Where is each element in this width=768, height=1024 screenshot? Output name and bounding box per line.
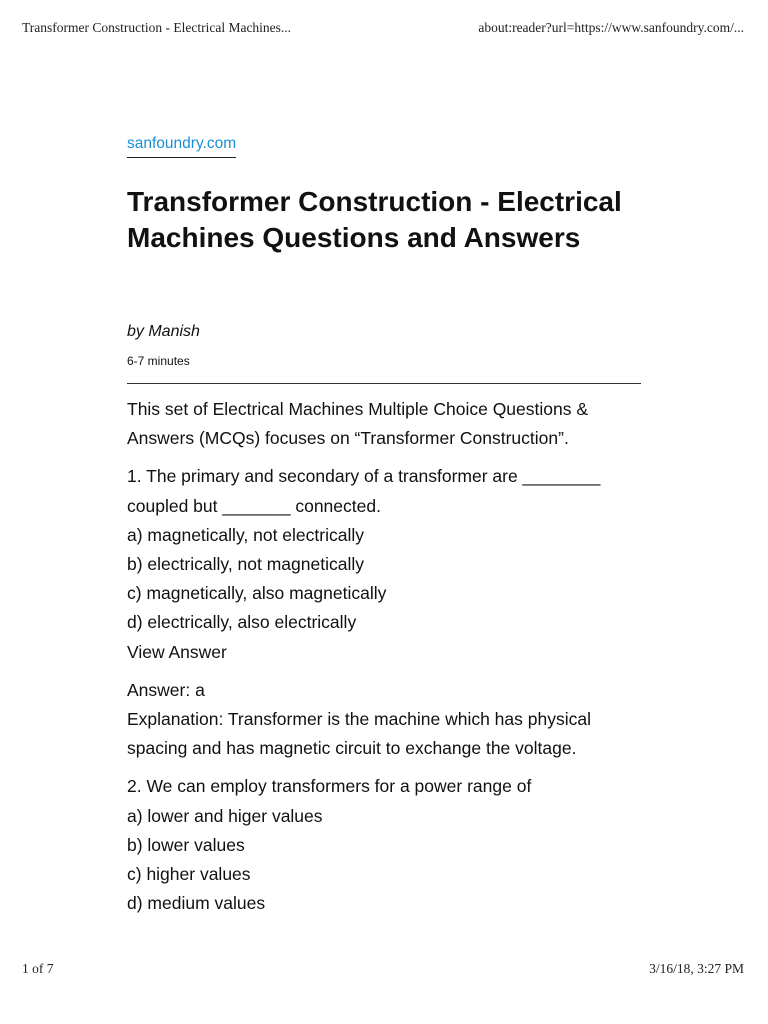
question-1 [127, 462, 641, 666]
article-title: Transformer Construction - Electrical Machines Questions and Answers [127, 186, 622, 253]
intro-paragraph: This set of Electrical Machines Multiple Choice Questions & Answers (MCQs) focuses on “Transformer Construction”. [127, 399, 589, 449]
answer-1 [127, 676, 641, 764]
question-2-option-a: a) lower and higer values [127, 805, 323, 826]
site-link[interactable]: sanfoundry.com [127, 135, 236, 158]
answer-1-explanation: Explanation: Transformer is the machine which has physical spacing and has magnetic circuit to exchange the voltage. [127, 709, 591, 759]
question-2-option-d: d) medium values [127, 893, 266, 914]
print-header-title: Transformer Construction - Electrical Machines... [22, 20, 292, 35]
print-header-url: about:reader?url=https://www.sanfoundry.com/... [478, 20, 744, 35]
divider [127, 383, 641, 384]
question-1-option-b: b) electrically, not magnetically [127, 554, 364, 575]
article-body [127, 395, 641, 927]
byline: by Manish [127, 323, 200, 340]
print-header [22, 20, 744, 36]
page-number: 1 of 7 [22, 961, 54, 976]
question-2-option-c: c) higher values [127, 864, 251, 885]
answer-1-text: Answer: a [127, 679, 205, 700]
question-2-option-b: b) lower values [127, 834, 245, 855]
question-1-text: 1. The primary and secondary of a transformer are ________ coupled but _______ connected. [127, 466, 601, 516]
question-1-option-d: d) electrically, also electrically [127, 612, 357, 633]
question-1-option-a: a) magnetically, not electrically [127, 524, 364, 545]
question-2-text: 2. We can employ transformers for a power range of [127, 776, 532, 797]
read-time: 6-7 minutes [127, 354, 190, 368]
question-1-option-c: c) magnetically, also magnetically [127, 583, 387, 604]
question-2 [127, 772, 641, 918]
view-answer-link[interactable]: View Answer [127, 641, 227, 662]
print-footer [22, 961, 744, 977]
print-datetime: 3/16/18, 3:27 PM [649, 961, 744, 976]
